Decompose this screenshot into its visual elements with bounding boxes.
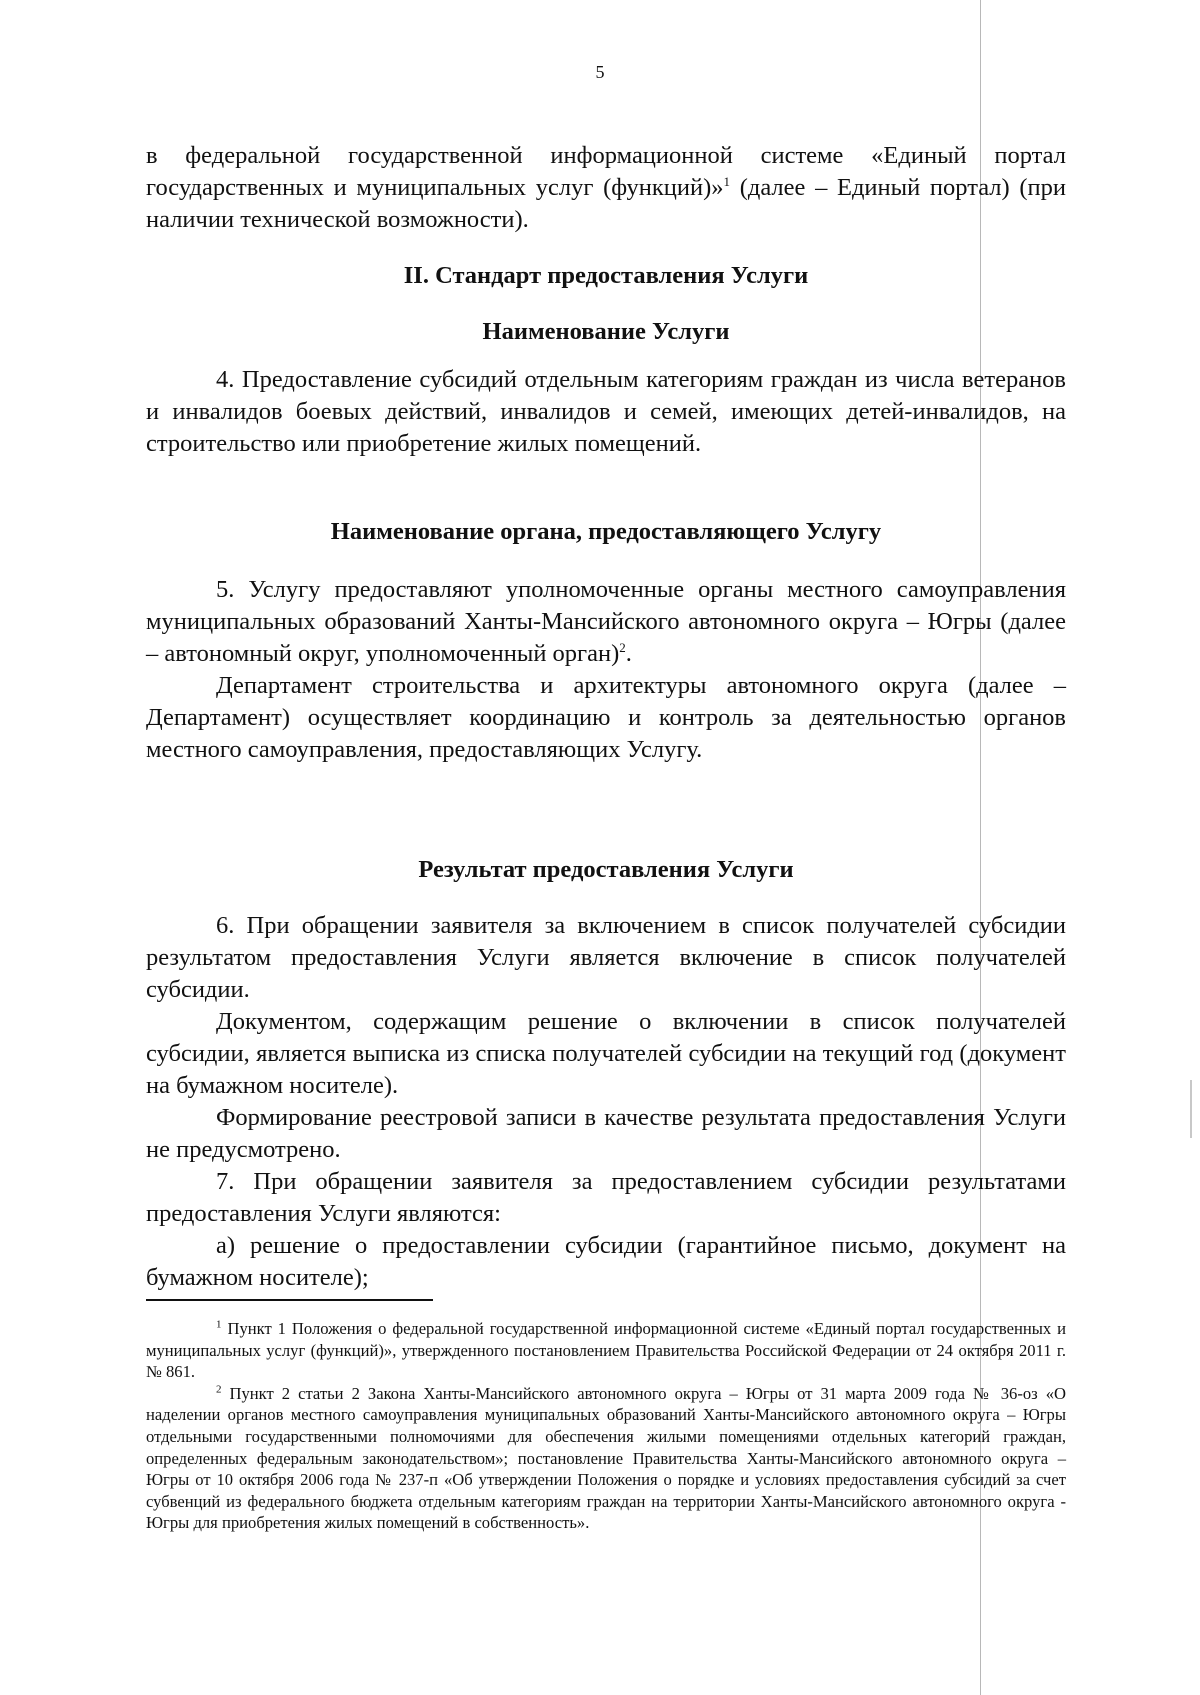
heading-service-name: Наименование Услуги [482, 318, 730, 345]
heading-providing-body: Наименование органа, предоставляющего Услугу [330, 518, 882, 545]
section-title: II. Стандарт предоставления Услуги [403, 262, 809, 289]
page-number: 5 [595, 62, 605, 82]
paragraph-5 [146, 574, 1066, 670]
paragraph-6: 6. При обращении заявителя за включением в список получателей субсидии результатом предоставления Услуги является включение в список получателей субсидии. [146, 912, 1066, 1003]
footnote-ref-2: 2 [619, 639, 626, 655]
footnote-2-mark: 2 [216, 1383, 222, 1396]
paragraph-6-block [146, 910, 1066, 1294]
paragraph-5-block [146, 574, 1066, 766]
paragraph-7a: а) решение о предоставлении субсидии (гарантийное письмо, документ на бумажном носителе); [146, 1232, 1066, 1291]
footnote-1-text: Пункт 1 Положения о федеральной государственной информационной системе «Единый портал государственных и муниципальных услуг (функций)», утвержденного постановлением Правительства Российской Федерации от 24 октября 2011 г. № 861. [146, 1319, 1066, 1382]
footnote-ref-1: 1 [723, 173, 731, 189]
footnote-2 [146, 1383, 1066, 1534]
footnote-2-text: Пункт 2 статьи 2 Закона Ханты-Мансийского автономного округа – Югры от 31 марта 2009 года № 36-оз «О наделении органов местного самоуправления муниципальных образований Ханты-Мансийского автономного округа – Югры отдельными государственными полномочиями для обеспечения жилыми помещениями отдельных категорий граждан, определенных федеральным законодательством»; постановление Правительства Ханты-Мансийского автономного округа – Югры от 10 октября 2006 года № 237-п «Об утверждении Положения о порядке и условиях предоставления субсидий за счет субвенций из федерального бюджета отдельным категориям граждан на территории Ханты-Мансийского автономного округа - Югры для приобретения жилых помещений в собственность». [146, 1383, 1066, 1533]
paragraph-5-department: Департамент строительства и архитектуры автономного округа (далее – Департамент) осуществляет координацию и контроль за деятельностью органов местного самоуправления, предоставляющих Услугу. [146, 672, 1066, 763]
intro-paragraph [146, 140, 1066, 236]
scan-artifact-tick [1190, 1080, 1192, 1138]
intro-paragraph-block [146, 140, 1066, 236]
paragraph-6-document: Документом, содержащим решение о включении в список получателей субсидии, является выписка из списка получателей субсидии на текущий год (документ на бумажном носителе). [146, 1008, 1066, 1099]
footnote-1-mark: 1 [216, 1318, 222, 1331]
paragraph-4: 4. Предоставление субсидий отдельным категориям граждан из числа ветеранов и инвалидов боевых действий, инвалидов и семей, имеющих детей-инвалидов, на строительство или приобретение жилых помещений. [146, 366, 1066, 457]
heading-service-result: Результат предоставления Услуги [418, 856, 794, 883]
footnotes [146, 1318, 1066, 1534]
footnote-1 [146, 1318, 1066, 1383]
paragraph-7: 7. При обращении заявителя за предоставлением субсидии результатами предоставления Услуги являются: [146, 1168, 1066, 1227]
paragraph-4-block [146, 364, 1066, 460]
paragraph-5-end: . [625, 640, 632, 667]
intro-text-after: (далее – Единый портал) (при наличии технической возможности). [146, 174, 1066, 233]
intro-text: в федеральной государственной информационной системе «Единый портал государственных и муниципальных услуг (функций)» [146, 142, 1066, 201]
paragraph-5-text: 5. Услугу предоставляют уполномоченные органы местного самоуправления муниципальных образований Ханты-Мансийского автономного округа – Югры (далее – автономный округ, уполномоченный орган) [146, 576, 1066, 667]
footnote-separator [146, 1299, 433, 1301]
paragraph-6-registry: Формирование реестровой записи в качестве результата предоставления Услуги не предусмотрено. [146, 1104, 1066, 1163]
